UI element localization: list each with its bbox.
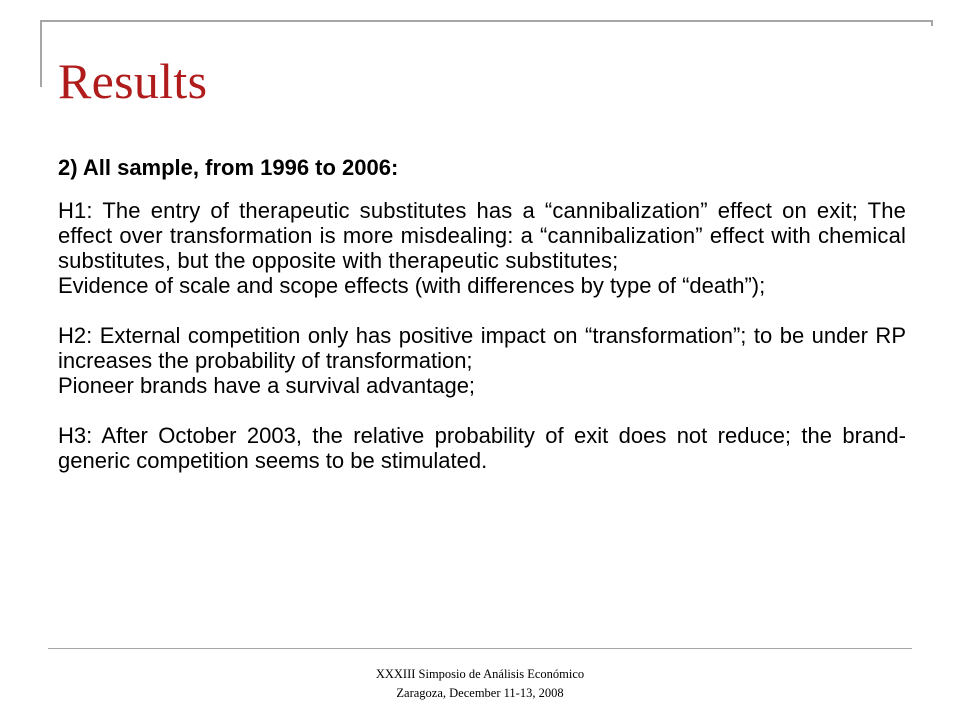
top-decorative-line — [40, 20, 933, 22]
right-decorative-tick — [931, 20, 933, 26]
slide-title: Results — [58, 53, 208, 109]
hypothesis-2-paragraph: H2: External competition only has positive impact on “transformation”; to be under RP increases the probability of transformation; — [58, 323, 906, 373]
paragraph-spacer — [58, 398, 906, 423]
footer-location-date: Zaragoza, December 11-13, 2008 — [396, 686, 564, 700]
scale-scope-paragraph: Evidence of scale and scope effects (with differences by type of “death”); — [58, 273, 766, 298]
left-decorative-line — [40, 20, 42, 87]
hypothesis-3-paragraph: H3: After October 2003, the relative probability of exit does not reduce; the brand-generic competition seems to be stimulated. — [58, 423, 906, 473]
pioneer-brands-paragraph: Pioneer brands have a survival advantage; — [58, 373, 476, 398]
paragraph-spacer — [58, 298, 906, 323]
footer — [0, 665, 960, 703]
hypothesis-1-paragraph: H1: The entry of therapeutic substitutes has a “cannibalization” effect on exit; The effect over transformation is more misdealing: a “cannibalization” effect with chemical substitutes, but the opposite with therapeutic substitutes; — [58, 198, 906, 273]
footer-conference-name: XXXIII Simposio de Análisis Económico — [375, 667, 585, 681]
footer-divider — [48, 648, 912, 649]
slide-body — [58, 155, 906, 473]
section-subheading: 2) All sample, from 1996 to 2006: — [58, 155, 399, 180]
